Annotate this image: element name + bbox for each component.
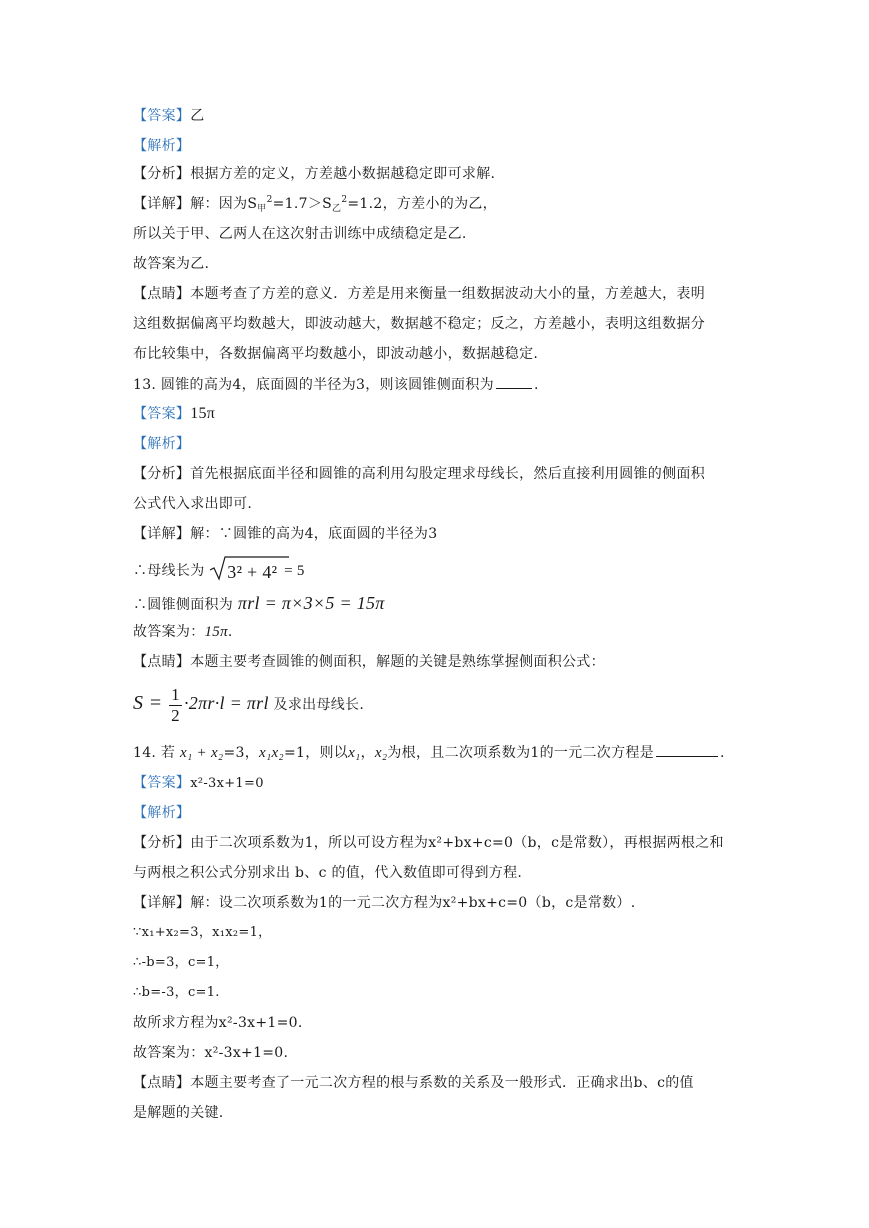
q13-question-end: . [533,377,539,393]
q12-xiangjie-text-a: 解：因为S [190,196,258,212]
q12-xiangjie-text-c: =1.2，方差小的为乙， [347,196,497,212]
q14-sep: ， [360,745,375,761]
q14-xiangjie-text: 解：设二次项系数为1的一元二次方程为x²+bx+c=0（b，c是常数）. [190,895,636,911]
answer-blank [496,374,532,389]
formula-rest: ·2πr·l = πrl [183,693,269,713]
formula-suffix: 及求出母线长. [273,697,365,713]
answer-tag: 【答案】 [133,775,191,791]
q12-xiangjie-text-b: =1.7＞S [272,196,333,212]
q12-answer-line [133,106,743,126]
formula-s: S = [133,692,163,714]
q13-muxian-result: = 5 [284,563,305,579]
q12-line3: 故答案为乙. [133,256,210,272]
q14-cond1: x₁ + x₂ [179,745,224,761]
q14-dianjing-line2: 是解题的关键. [133,1105,224,1121]
q12-dianjing-line3: 布比较集中，各数据偏离平均数越小，即波动越小，数据越稳定. [133,346,539,362]
q14-answer-line [133,773,743,794]
q12-sub-yi: 乙 [332,204,342,214]
q14-analysis-line [133,803,743,823]
q12-fenxi-line [133,164,743,184]
sqrt-expression [209,555,279,587]
analysis-tag: 【解析】 [133,138,191,154]
q12-dianjing-line2: 这组数据偏离平均数越大，即波动越大，数据越不稳定；反之，方差越小，表明这组数据分 [133,316,705,332]
q13-cemian-line [133,590,743,616]
dianjing-tag: 【点睛】 [133,1075,191,1091]
q14-fenxi-line2: 与两根之积公式分别求出 b、c 的值，代入数值即可得到方程. [133,865,523,881]
q13-final-prefix: 故答案为： [133,624,205,640]
fenxi-tag: 【分析】 [133,166,191,182]
q12-xiangjie-line [133,194,743,214]
q14-root2: x₂ [374,745,388,761]
q14-cond2: x₁x₂ [259,745,284,761]
fraction-numerator: 1 [171,684,180,704]
q13-final-line [133,622,743,642]
q14-end: . [719,745,725,761]
dianjing-tag: 【点睛】 [133,286,191,302]
q13-question [133,374,743,395]
q12-dianjing-text1: 本题考查了方差的意义．方差是用来衡量一组数据波动大小的量，方差越大，表明 [190,286,706,302]
q14-step5: 故答案为：x²-3x+1=0. [133,1045,289,1061]
analysis-tag: 【解析】 [133,436,191,452]
q14-step3: ∴b=-3，c=1. [133,985,220,1000]
q13-xiangjie-line [133,524,743,544]
q12-fenxi-text: 根据方差的定义，方差越小数据越稳定即可求解. [190,166,496,182]
q14-question [133,742,743,763]
q13-dianjing-line1 [133,652,743,672]
dianjing-tag: 【点睛】 [133,654,191,670]
fraction-denominator: 2 [171,705,180,725]
xiangjie-tag: 【详解】 [133,526,191,542]
q14-step2: ∴-b=3，c=1， [133,955,229,970]
answer-blank [656,742,718,757]
q14-dianjing-text1: 本题主要考查了一元二次方程的根与系数的关系及一般形式．正确求出b、c的值 [190,1075,694,1091]
q14-cond1-val: =3， [223,745,259,761]
q13-analysis-line [133,434,743,454]
q13-answer: 15π [190,405,216,422]
q13-muxian-line [133,555,743,581]
fenxi-tag: 【分析】 [133,835,191,851]
q13-fenxi-line2: 公式代入求出即可. [133,496,253,512]
q13-question-text: 13. 圆锥的高为4，底面圆的半径为3，则该圆锥侧面积为 [133,377,494,393]
q14-step4: 故所求方程为x²-3x+1=0. [133,1015,303,1031]
q12-sup-2: 2 [341,195,348,205]
q14-answer: x²-3x+1=0 [190,776,264,791]
q12-line2: 所以关于甲、乙两人在这次射击训练中成绩稳定是乙. [133,226,467,242]
q13-final-end: . [227,624,233,640]
xiangjie-tag: 【详解】 [133,196,191,212]
q12-sup-1: 2 [266,195,273,205]
q14-fenxi-text1: 由于二次项系数为1，所以可设方程为x²+bx+c=0（b，c是常数），再根据两根之和 [190,835,724,851]
q14-dianjing-line1 [133,1073,743,1093]
q13-formula-line [133,680,743,726]
q14-rest: 为根，且二次项系数为1的一元二次方程是 [387,745,654,761]
fenxi-tag: 【分析】 [133,466,191,482]
q13-cemian-formula: πrl = π×3×5 = 15π [237,593,385,613]
q14-cond2-val: =1，则以 [283,745,349,761]
answer-tag: 【答案】 [133,108,191,124]
q12-analysis-line [133,136,743,156]
q14-fenxi-line1 [133,833,743,853]
q13-answer-line [133,404,743,424]
q13-fenxi-line1 [133,464,743,484]
q12-answer: 乙 [190,108,205,124]
sqrt-icon [209,555,289,581]
q13-fenxi-text1: 首先根据底面半径和圆锥的高利用勾股定理求母线长，然后直接利用圆锥的侧面积 [190,466,706,482]
q12-dianjing-line1 [133,284,743,304]
xiangjie-tag: 【详解】 [133,895,191,911]
q13-final-value: 15π [204,624,228,640]
answer-tag: 【答案】 [133,406,191,422]
analysis-tag: 【解析】 [133,805,191,821]
q14-step1: ∵x₁+x₂=3，x₁x₂=1， [133,925,272,940]
q14-prefix: 14. 若 [133,745,176,761]
formula-fraction [169,685,182,726]
q14-xiangjie-line [133,893,743,913]
q13-muxian-prefix: ∴母线长为 [133,563,205,579]
q13-xiangjie-text: 解：∵圆锥的高为4，底面圆的半径为3 [190,526,438,542]
q13-dianjing-text: 本题主要考查圆锥的侧面积，解题的关键是熟练掌握侧面积公式： [190,654,605,670]
sqrt-radicand: 3² + 4² [227,562,278,582]
q12-sub-jia: 甲 [257,204,267,214]
q14-root1: x₁ [348,745,361,761]
q13-cemian-prefix: ∴圆锥侧面积为 [133,597,234,613]
